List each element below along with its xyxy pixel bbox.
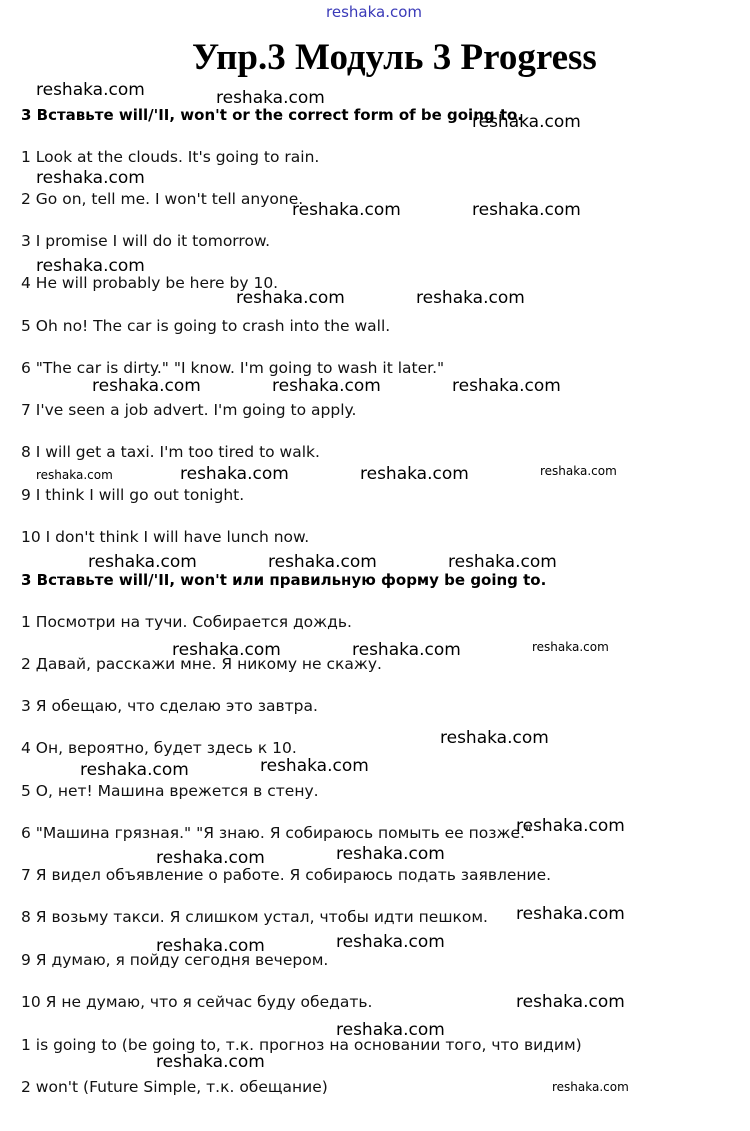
sentence-ru-4: 4 Он, вероятно, будет здесь к 10. <box>21 739 297 757</box>
sentence-en-9: 9 I think I will go out tonight. <box>21 486 245 504</box>
sentence-en-6: 6 "The car is dirty." "I know. I'm going to wash it later." <box>21 359 445 377</box>
watermark: reshaka.com <box>336 1020 445 1040</box>
watermark: reshaka.com <box>516 904 625 924</box>
sentence-ru-3: 3 Я обещаю, что сделаю это завтра. <box>21 697 318 715</box>
sentence-en-4: 4 He will probably be here by 10. <box>21 274 279 292</box>
watermark: reshaka.com <box>272 376 381 396</box>
watermark: reshaka.com <box>88 552 197 572</box>
sentence-ru-7: 7 Я видел объявление о работе. Я собираюсь подать заявление. <box>21 866 552 884</box>
watermark: reshaka.com <box>452 376 561 396</box>
watermark: reshaka.com <box>532 640 609 654</box>
watermark: reshaka.com <box>216 88 325 108</box>
watermark: reshaka.com <box>260 756 369 776</box>
watermark: reshaka.com <box>416 288 525 308</box>
page-title: Упр.3 Модуль 3 Progress <box>192 37 597 78</box>
watermark: reshaka.com <box>36 168 145 188</box>
sentence-ru-8: 8 Я возьму такси. Я слишком устал, чтобы идти пешком. <box>21 908 488 926</box>
watermark: reshaka.com <box>156 1052 265 1072</box>
watermark: reshaka.com <box>180 464 289 484</box>
watermark: reshaka.com <box>36 256 145 276</box>
sentence-ru-1: 1 Посмотри на тучи. Собирается дождь. <box>21 613 352 631</box>
explanation-2: 2 won't (Future Simple, т.к. обещание) <box>21 1078 328 1096</box>
watermark: reshaka.com <box>516 992 625 1012</box>
sentence-ru-9: 9 Я думаю, я пойду сегодня вечером. <box>21 951 329 969</box>
sentence-en-2: 2 Go on, tell me. I won't tell anyone. <box>21 190 304 208</box>
watermark: reshaka.com <box>540 464 617 478</box>
sentence-en-5: 5 Oh no! The car is going to crash into the wall. <box>21 317 391 335</box>
sentence-en-10: 10 I don't think I will have lunch now. <box>21 528 310 546</box>
watermark: reshaka.com <box>472 112 581 132</box>
watermark: reshaka.com <box>172 640 281 660</box>
watermark: reshaka.com <box>448 552 557 572</box>
watermark: reshaka.com <box>292 200 401 220</box>
watermark: reshaka.com <box>440 728 549 748</box>
watermark: reshaka.com <box>80 760 189 780</box>
watermark: reshaka.com <box>236 288 345 308</box>
sentence-ru-2: 2 Давай, расскажи мне. Я никому не скажу. <box>21 655 382 673</box>
watermark: reshaka.com <box>92 376 201 396</box>
watermark: reshaka.com <box>472 200 581 220</box>
sentence-ru-6: 6 "Машина грязная." "Я знаю. Я собираюсь помыть ее позже." <box>21 824 533 842</box>
watermark: reshaka.com <box>336 932 445 952</box>
watermark: reshaka.com <box>352 640 461 660</box>
sentence-en-7: 7 I've seen a job advert. I'm going to apply. <box>21 401 357 419</box>
sentence-ru-5: 5 О, нет! Машина врежется в стену. <box>21 782 319 800</box>
site-link[interactable]: reshaka.com <box>326 3 422 21</box>
watermark: reshaka.com <box>156 848 265 868</box>
sentence-en-3: 3 I promise I will do it tomorrow. <box>21 232 271 250</box>
watermark: reshaka.com <box>336 844 445 864</box>
section-ru-heading: 3 Вставьте will/'II, won't или правильную форму be going to. <box>21 571 547 589</box>
watermark: reshaka.com <box>360 464 469 484</box>
watermark: reshaka.com <box>268 552 377 572</box>
sentence-en-1: 1 Look at the clouds. It's going to rain. <box>21 148 320 166</box>
sentence-ru-10: 10 Я не думаю, что я сейчас буду обедать. <box>21 993 373 1011</box>
watermark: reshaka.com <box>36 468 113 482</box>
explanation-1: 1 is going to (be going to, т.к. прогноз на основании того, что видим) <box>21 1036 582 1054</box>
watermark: reshaka.com <box>516 816 625 836</box>
section-en-heading: 3 Вставьте will/'II, won't or the correct form of be going to. <box>21 106 524 124</box>
sentence-en-8: 8 I will get a taxi. I'm too tired to walk. <box>21 443 320 461</box>
watermark: reshaka.com <box>156 936 265 956</box>
watermark: reshaka.com <box>36 80 145 100</box>
watermark: reshaka.com <box>552 1080 629 1094</box>
